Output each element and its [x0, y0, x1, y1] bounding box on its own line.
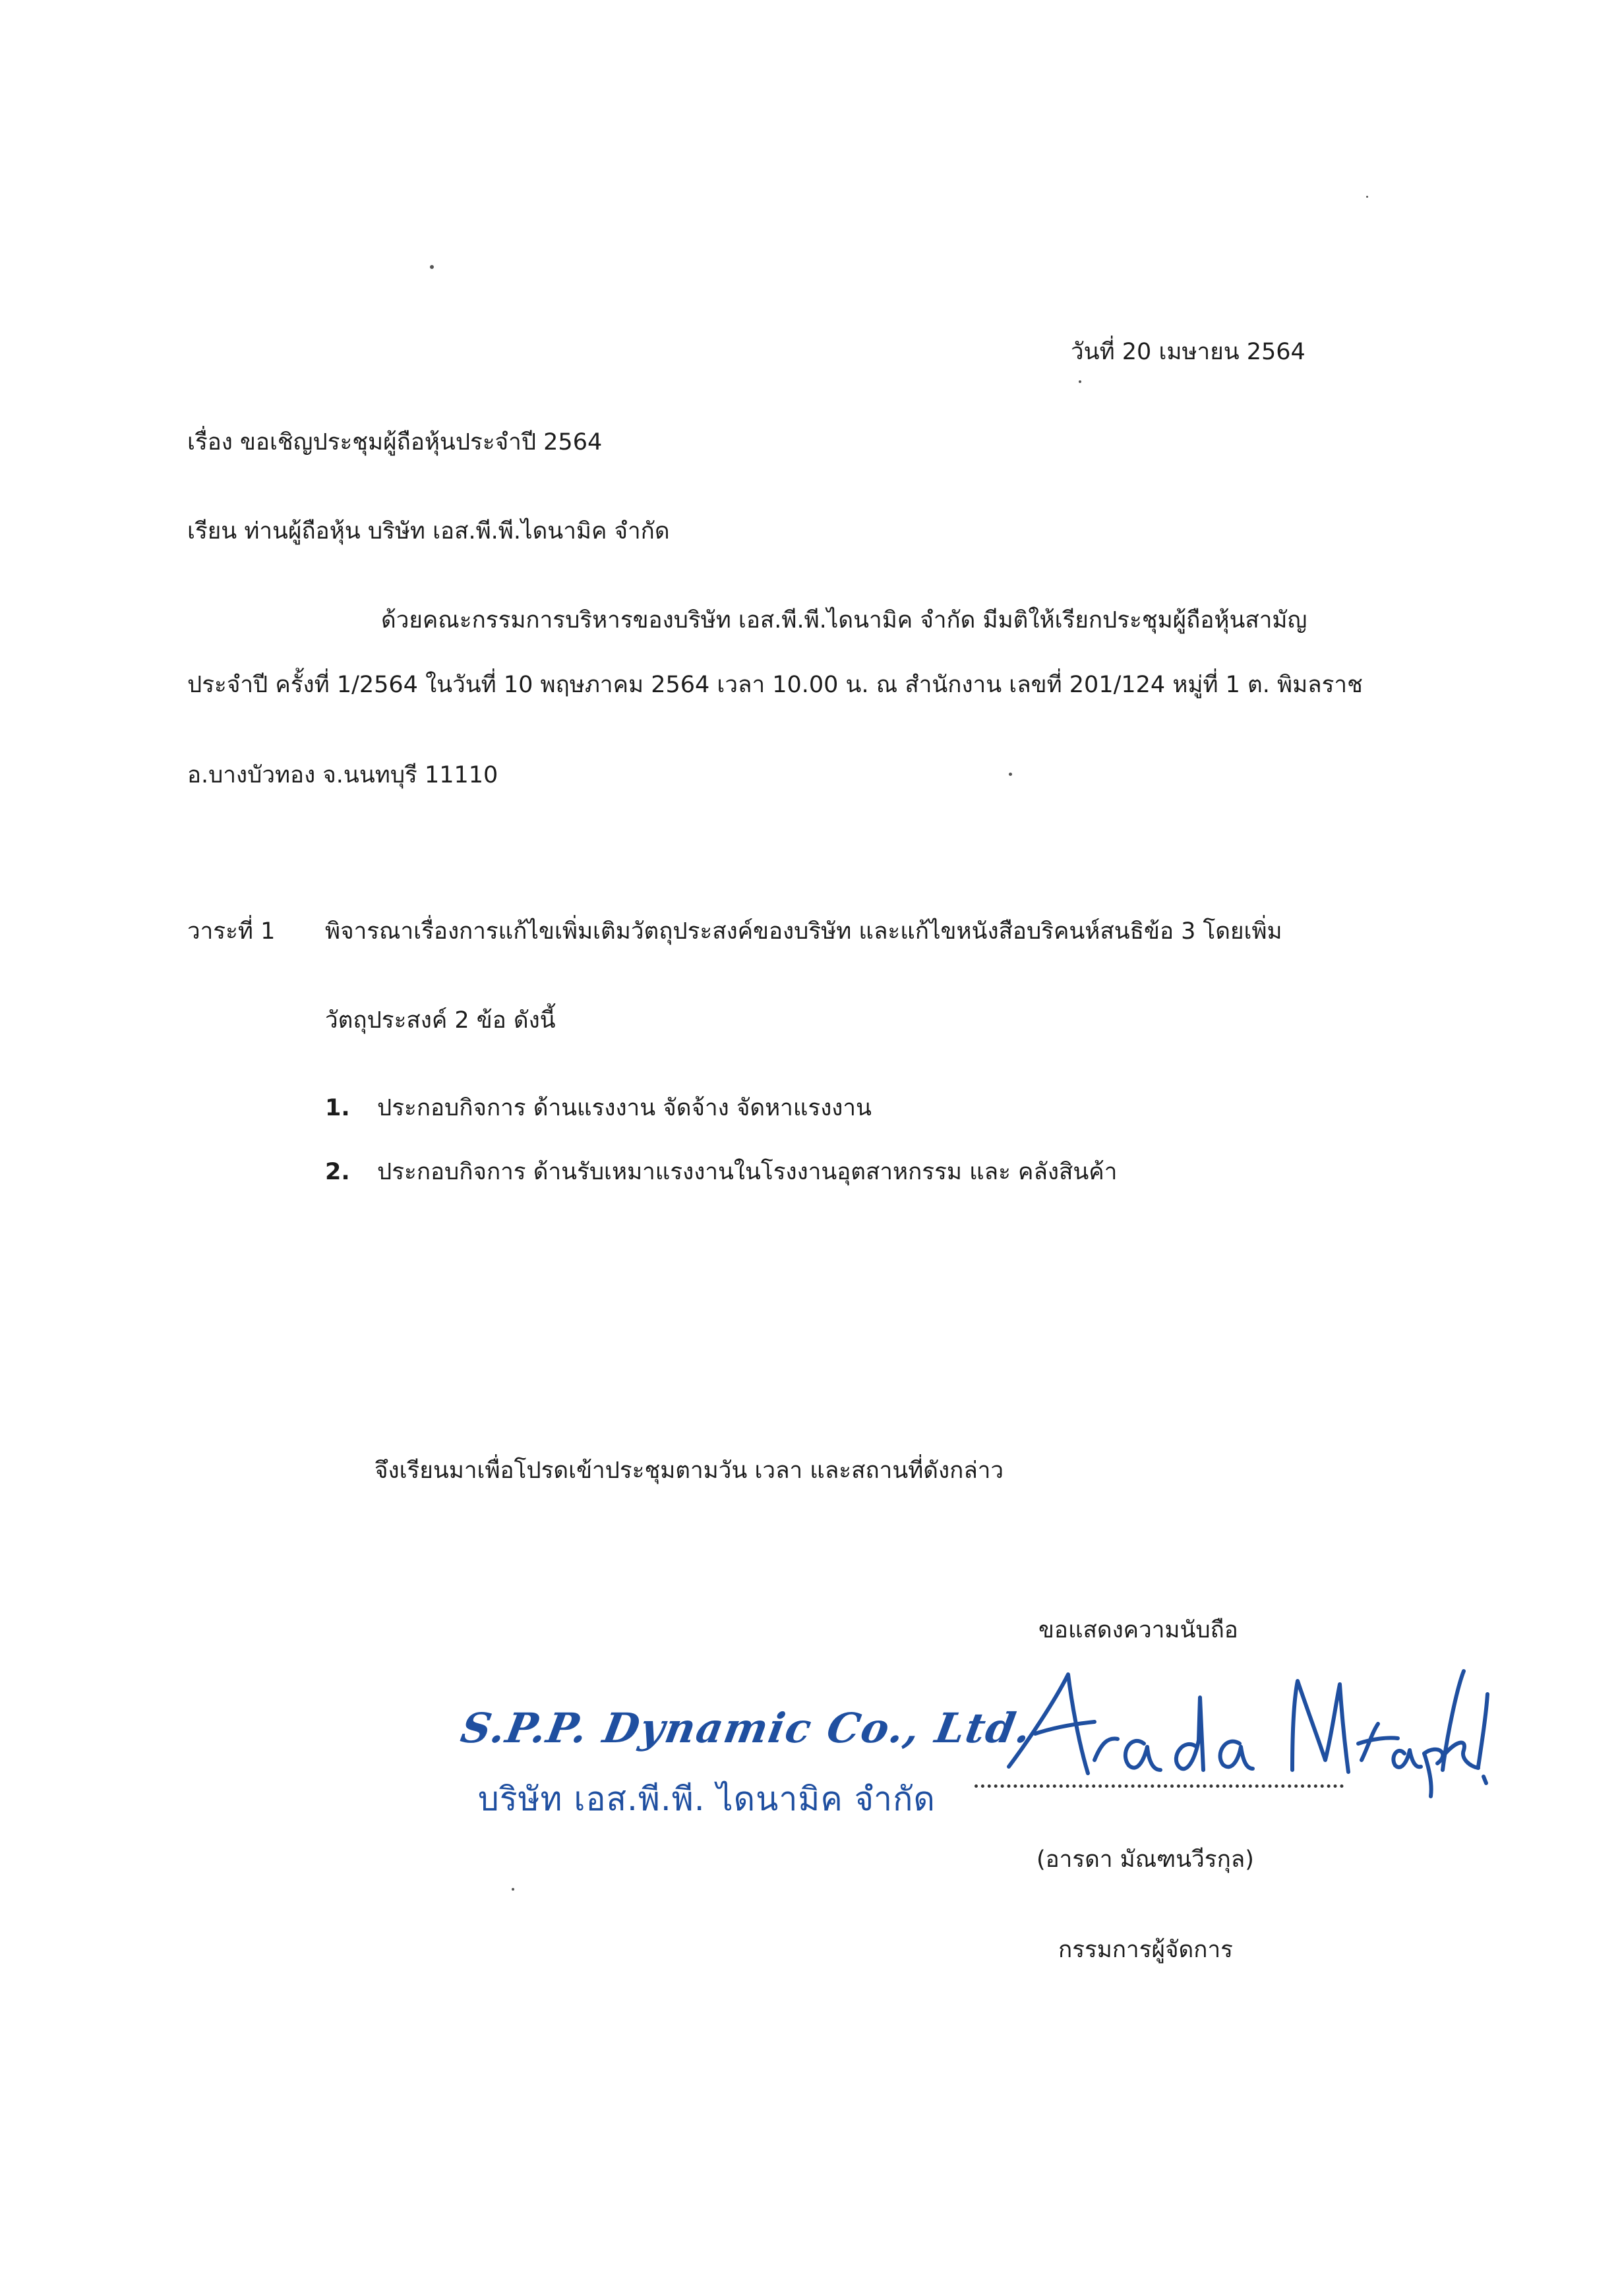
scan-speck: [1009, 773, 1012, 776]
list-item-text: ประกอบกิจการ ด้านรับเหมาแรงงานในโรงงานอุตสาหกรรม และ คลังสินค้า: [377, 1159, 1118, 1185]
body-line-2: ประจำปี ครั้งที่ 1/2564 ในวันที่ 10 พฤษภาคม 2564 เวลา 10.00 น. ณ สำนักงาน เลขที่ 201/124 หมู่ที่ 1 ต. พิมลราช: [187, 672, 1363, 698]
signer-name: (อารดา มัณฑนวีรกุล): [1036, 1846, 1254, 1873]
letter-recipient: เรียน ท่านผู้ถือหุ้น บริษัท เอส.พี.พี.ไดนามิค จำกัด: [187, 518, 670, 545]
handwritten-signature: [1002, 1661, 1490, 1800]
agenda-line-1: พิจารณาเรื่องการแก้ไขเพิ่มเติมวัตถุประสงค์ของบริษัท และแก้ไขหนังสือบริคนห์สนธิข้อ 3 โดยเพิ่ม: [325, 918, 1282, 945]
scan-speck: [1366, 196, 1368, 198]
scan-speck: [512, 1888, 514, 1891]
body-line-1: ด้วยคณะกรรมการบริหารของบริษัท เอส.พี.พี.ไดนามิค จำกัด มีมติให้เรียกประชุมผู้ถือหุ้นสามัญ: [381, 607, 1307, 633]
regards: ขอแสดงความนับถือ: [1038, 1617, 1238, 1643]
signature-line: [975, 1784, 1344, 1788]
agenda-line-2: วัตถุประสงค์ 2 ข้อ ดังนี้: [325, 1007, 556, 1034]
letter-date: วันที่ 20 เมษายน 2564: [1071, 339, 1305, 365]
body-line-3: อ.บางบัวทอง จ.นนทบุรี 11110: [187, 762, 498, 788]
signer-title: กรรมการผู้จัดการ: [1058, 1937, 1233, 1963]
list-item-number: 1.: [325, 1095, 350, 1121]
company-stamp-thai: บริษัท เอส.พี.พี. ไดนามิค จำกัด: [478, 1780, 936, 1818]
closing-sentence: จึงเรียนมาเพื่อโปรดเข้าประชุมตามวัน เวลา และสถานที่ดังกล่าว: [375, 1457, 1004, 1484]
list-item-text: ประกอบกิจการ ด้านแรงงาน จัดจ้าง จัดหาแรงงาน: [377, 1095, 872, 1121]
list-item-number: 2.: [325, 1159, 350, 1185]
scan-speck: [1079, 380, 1081, 383]
company-stamp-english: S.P.P. Dynamic Co., Ltd.: [457, 1704, 1036, 1752]
agenda-label: วาระที่ 1: [187, 918, 276, 945]
scan-speck: [430, 265, 434, 269]
letter-subject: เรื่อง ขอเชิญประชุมผู้ถือหุ้นประจำปี 2564: [187, 429, 603, 456]
